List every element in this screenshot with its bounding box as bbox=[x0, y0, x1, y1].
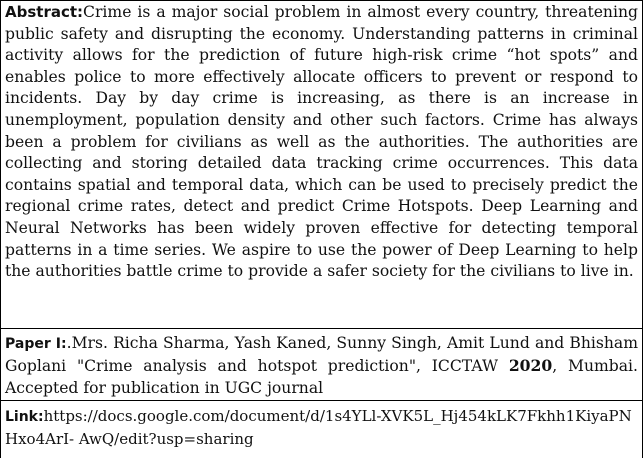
document-link[interactable]: https://docs.google.com/document/d/1s4YLl-XVK5L_Hj454kLK7Fkhh1KiyaPNHxo4ArI- AwQ/edit?usp=sharing bbox=[5, 407, 632, 448]
paper-label: Paper I: bbox=[5, 336, 67, 352]
paper-reference-section bbox=[0, 329, 643, 401]
abstract-text: Crime is a major social problem in almost every country, threatening public safety and disrupting the economy. Understanding patterns in criminal activity allows for the prediction of future high-risk crime “hot spots” and enables police to more effectively allocate officers to prevent or respond to incidents. Day by day crime is increasing, as there is an increase in unemployment, population density and other such factors. Crime has always been a problem for civilians as well as the authorities. The authorities are collecting and storing detailed data tracking crime occurrences. This data contains spatial and temporal data, which can be used to precisely predict the regional crime rates, detect and predict Crime Hotspots. Deep Learning and Neural Networks has been widely proven effective for detecting temporal patterns in a time series. We aspire to use the power of Deep Learning to help the authorities battle crime to provide a safer society for the civilians to live in. bbox=[5, 3, 638, 281]
abstract-label: Abstract: bbox=[5, 3, 84, 21]
paper-year: 2020 bbox=[508, 356, 553, 375]
link-label: Link: bbox=[5, 409, 44, 425]
paper-publication-note: , Mumbai. Accepted for publication in UGC journal bbox=[5, 357, 638, 397]
paper-authors-title: .Mrs. Richa Sharma, Yash Kaned, Sunny Singh, Amit Lund and Bhisham Goplani "Crime analysis and hotspot prediction", ICCTAW bbox=[5, 334, 639, 375]
link-section bbox=[0, 401, 643, 458]
